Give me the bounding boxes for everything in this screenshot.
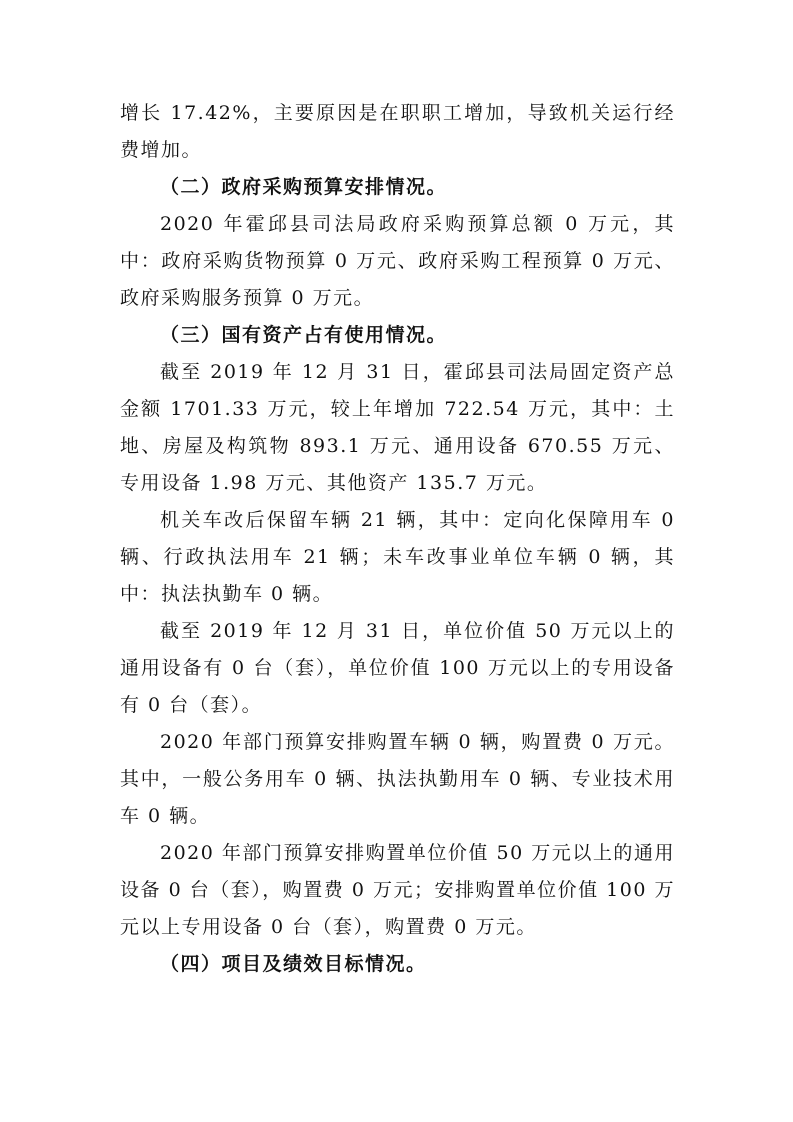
document-body: [120, 95, 675, 983]
paragraph-equipment-purchase: 2020 年部门预算安排购置单位价值 50 万元以上的通用设备 0 台（套），购置费 0 万元；安排购置单位价值 100 万元以上专用设备 0 台（套），购置费 0 万元。: [120, 842, 675, 938]
paragraph-fixed-assets: 截至 2019 年 12 月 31 日，霍邱县司法局固定资产总金额 1701.33 万元，较上年增加 722.54 万元，其中：土地、房屋及构筑物 893.1 万元、通用设备 670.55 万元、专用设备 1.98 万元、其他资产 135.7 万元。: [120, 361, 675, 494]
heading-state-assets: （三）国有资产占有使用情况。: [160, 324, 448, 346]
paragraph-procurement-budget: 2020 年霍邱县司法局政府采购预算总额 0 万元，其中：政府采购货物预算 0 万元、政府采购工程预算 0 万元、政府采购服务预算 0 万元。: [120, 213, 675, 309]
paragraph-equipment: 截至 2019 年 12 月 31 日，单位价值 50 万元以上的通用设备有 0 台（套），单位价值 100 万元以上的专用设备有 0 台（套）。: [120, 620, 675, 716]
paragraph-vehicles: 机关车改后保留车辆 21 辆，其中：定向化保障用车 0 辆、行政执法用车 21 辆；未车改事业单位车辆 0 辆，其中：执法执勤车 0 辆。: [120, 509, 675, 605]
paragraph-vehicle-purchase: 2020 年部门预算安排购置车辆 0 辆，购置费 0 万元。其中，一般公务用车 0 辆、执法执勤用车 0 辆、专业技术用车 0 辆。: [120, 731, 675, 827]
heading-government-procurement: （二）政府采购预算安排情况。: [160, 176, 448, 198]
heading-projects-performance: （四）项目及绩效目标情况。: [160, 953, 427, 975]
paragraph-expense-growth: 增长 17.42%，主要原因是在职职工增加，导致机关运行经费增加。: [120, 102, 675, 161]
